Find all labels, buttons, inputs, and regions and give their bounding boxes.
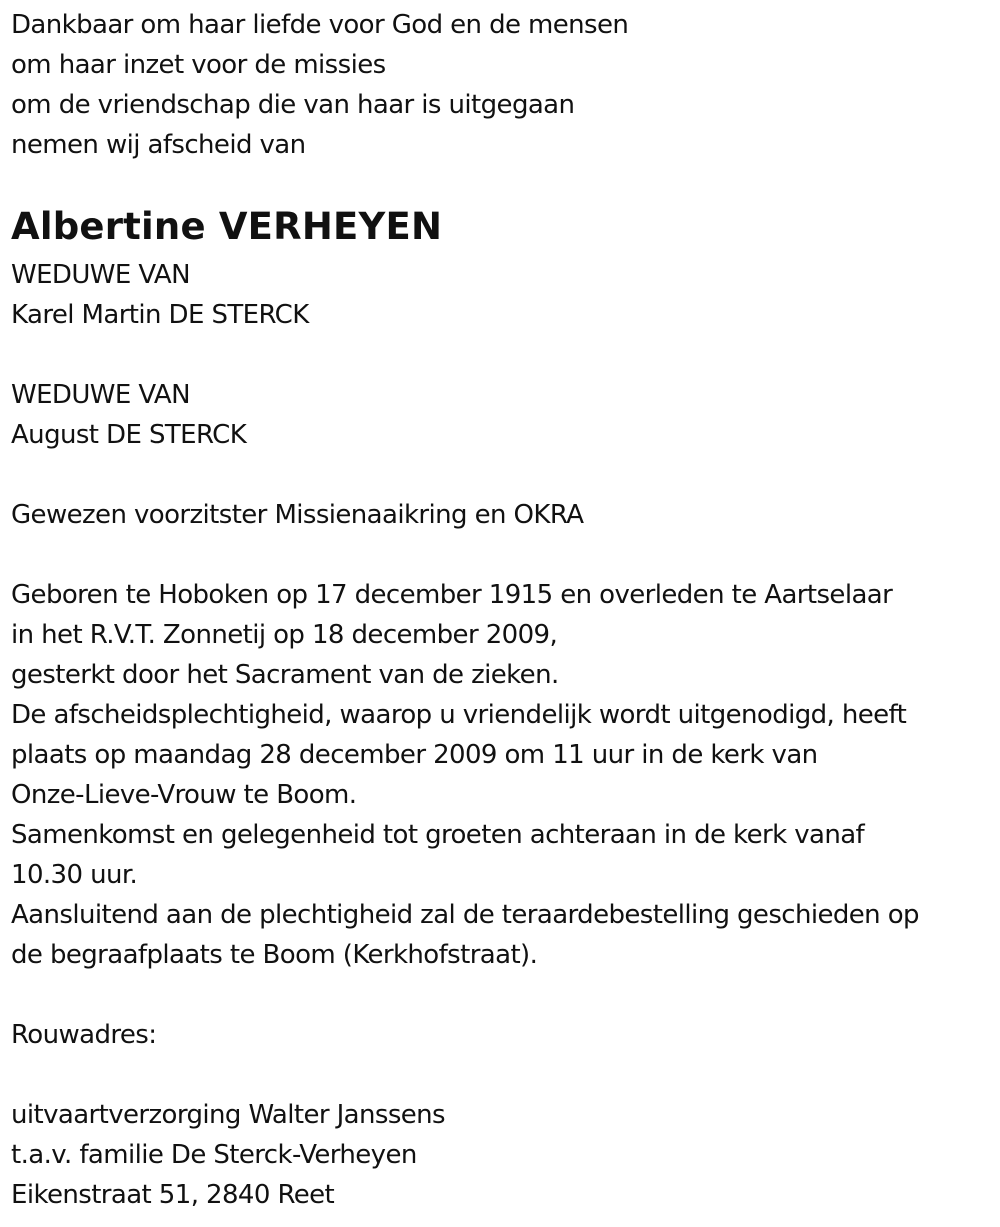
address-line: t.a.v. familie De Sterck-Verheyen bbox=[11, 1140, 417, 1170]
details-block bbox=[11, 575, 991, 975]
spacer bbox=[11, 1055, 991, 1095]
details-line: gesterkt door het Sacrament van de zieken. bbox=[11, 660, 559, 690]
spacer bbox=[11, 335, 991, 375]
details-line: Samenkomst en gelegenheid tot groeten achteraan in de kerk vanaf bbox=[11, 820, 865, 850]
address-line: uitvaartverzorging Walter Janssens bbox=[11, 1100, 446, 1130]
intro-line: om de vriendschap die van haar is uitgegaan bbox=[11, 90, 575, 120]
address-heading: Rouwadres: bbox=[11, 1020, 157, 1050]
details-line: De afscheidsplechtigheid, waarop u vriendelijk wordt uitgenodigd, heeft bbox=[11, 700, 907, 730]
spouse-block bbox=[11, 255, 991, 335]
intro-block bbox=[11, 5, 991, 165]
details-line: Aansluitend aan de plechtigheid zal de teraardebestelling geschieden op bbox=[11, 900, 919, 930]
spacer bbox=[11, 455, 991, 495]
obituary-notice bbox=[11, 5, 991, 1215]
intro-line: om haar inzet voor de missies bbox=[11, 50, 386, 80]
spouse-block bbox=[11, 375, 991, 455]
intro-line: Dankbaar om haar liefde voor God en de mensen bbox=[11, 10, 629, 40]
details-line: Onze-Lieve-Vrouw te Boom. bbox=[11, 780, 357, 810]
details-line: de begraafplaats te Boom (Kerkhofstraat). bbox=[11, 940, 538, 970]
details-line: in het R.V.T. Zonnetij op 18 december 2009, bbox=[11, 620, 558, 650]
deceased-name: Albertine VERHEYEN bbox=[11, 205, 443, 248]
details-line: plaats op maandag 28 december 2009 om 11 uur in de kerk van bbox=[11, 740, 818, 770]
address-block bbox=[11, 1095, 991, 1215]
spacer bbox=[11, 535, 991, 575]
details-line: 10.30 uur. bbox=[11, 860, 138, 890]
intro-line: nemen wij afscheid van bbox=[11, 130, 306, 160]
spouse-label: WEDUWE VAN bbox=[11, 260, 190, 290]
role-line: Gewezen voorzitster Missienaaikring en OKRA bbox=[11, 500, 584, 530]
details-line: Geboren te Hoboken op 17 december 1915 en overleden te Aartselaar bbox=[11, 580, 893, 610]
spouse-name: August DE STERCK bbox=[11, 420, 247, 450]
spouse-name: Karel Martin DE STERCK bbox=[11, 300, 309, 330]
spacer bbox=[11, 975, 991, 1015]
address-line: Eikenstraat 51, 2840 Reet bbox=[11, 1180, 335, 1210]
spouse-label: WEDUWE VAN bbox=[11, 380, 190, 410]
